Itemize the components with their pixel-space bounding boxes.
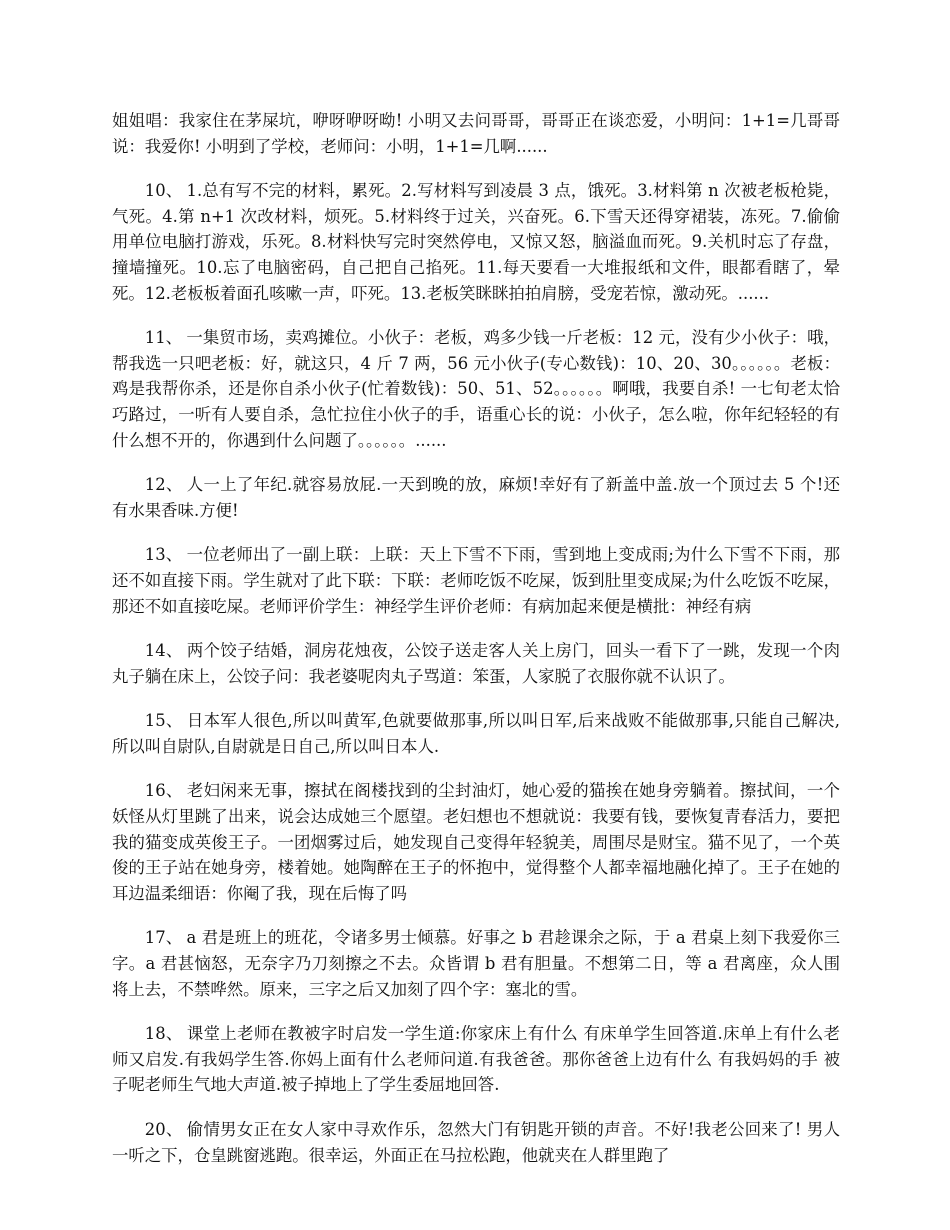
- paragraph-text: a 君是班上的班花，令诸多男士倾慕。好事之 b 君趁课余之际，于 a 君桌上刻下我爱你三字。a 君甚恼怒，无奈字乃刀刻擦之不去。众皆谓 b 君有胆量。不想第二日，等 a 君离座，众人围将上去，不禁哗然。原来，三字之后又加刻了四个字：塞北的雪。: [112, 928, 840, 999]
- paragraph-number: 13、: [144, 545, 183, 565]
- joke-paragraph-17: [112, 925, 840, 1002]
- paragraph-number: 12、: [144, 475, 183, 495]
- joke-paragraph-18: [112, 1021, 840, 1098]
- paragraph-text: 课堂上老师在教被字时启发一学生道:你家床上有什么 有床单学生回答道.床单上有什么老师又启发.有我妈学生答.你妈上面有什么老师问道.有我爸爸。那你爸爸上边有什么 有我妈妈的手 被子呢老师生气地大声道.被子掉地上了学生委屈地回答.: [112, 1024, 840, 1095]
- paragraph-text: 1.总有写不完的材料，累死。2.写材料写到凌晨 3 点，饿死。3.材料第 n 次被老板枪毙，气死。4.第 n+1 次改材料，烦死。5.材料终于过关，兴奋死。6.下雪天还得穿裙装，冻死。7.偷偷用单位电脑打游戏，乐死。8.材料快写完时突然停电，又惊又怒，脑溢血而死。9.关机时忘了存盘，撞墙撞死。10.忘了电脑密码，自己把自己掐死。11.每天要看一大堆报纸和文件，眼都看瞎了，晕死。12.老板板着面孔咳嗽一声，吓死。13.老板笑眯眯拍拍肩膀，受宠若惊，激动死。......: [112, 181, 840, 303]
- paragraph-continued: [112, 108, 840, 159]
- joke-paragraph-10: [112, 178, 840, 306]
- document-page: [112, 108, 840, 1187]
- joke-paragraph-16: [112, 778, 840, 906]
- paragraph-number: 20、: [144, 1120, 183, 1139]
- paragraph-text: 老妇闲来无事，擦拭在阁楼找到的尘封油灯，她心爱的猫挨在她身旁躺着。擦拭间，一个妖怪从灯里跳了出来，说会达成她三个愿望。老妇想也不想就说：我要有钱，要恢复青春活力，要把我的猫变成英俊王子。一团烟雾过后，她发现自己变得年轻貌美，周围尽是财宝。猫不见了，一个英俊的王子站在她身旁，楼着她。她陶醉在王子的怀抱中，觉得整个人都幸福地融化掉了。王子在她的耳边温柔细语：你阉了我，现在后悔了吗: [112, 781, 841, 903]
- paragraph-text: 日本军人很色,所以叫黄军,色就要做那事,所以叫日军,后来战败不能做那事,只能自己解决,所以叫自尉队,自尉就是日自己,所以叫日本人.: [112, 711, 840, 756]
- paragraph-number: 17、: [144, 928, 183, 948]
- paragraph-number: 14、: [144, 641, 183, 661]
- joke-paragraph-15: [112, 708, 840, 759]
- paragraph-text: 人一上了年纪.就容易放屁.一天到晚的放，麻烦!幸好有了新盖中盖.放一个顶过去 5 个!还有水果香味.方便!: [112, 475, 840, 520]
- paragraph-number: 11、: [144, 328, 183, 348]
- paragraph-number: 10、: [144, 181, 183, 201]
- joke-paragraph-11: [112, 325, 840, 453]
- joke-paragraph-13: [112, 542, 840, 619]
- joke-paragraph-12: [112, 472, 840, 523]
- paragraph-number: 16、: [144, 781, 183, 801]
- paragraph-text: 一位老师出了一副上联：上联：天上下雪不下雨，雪到地上变成雨;为什么下雪不下雨，那还不如直接下雨。学生就对了此下联：下联：老师吃饭不吃屎，饭到肚里变成屎;为什么吃饭不吃屎，那还不如直接吃屎。老师评价学生：神经学生评价老师：有病加起来便是横批：神经有病: [112, 545, 840, 616]
- joke-paragraph-20: [112, 1117, 840, 1168]
- paragraph-text: 两个饺子结婚，洞房花烛夜，公饺子送走客人关上房门，回头一看下了一跳，发现一个肉丸子躺在床上，公饺子问：我老婆呢肉丸子骂道：笨蛋，人家脱了衣服你就不认识了。: [112, 641, 841, 686]
- paragraph-text: 一集贸市场，卖鸡摊位。小伙子：老板，鸡多少钱一斤老板：12 元，没有少小伙子：哦，帮我选一只吧老板：好，就这只，4 斤 7 两，56 元小伙子(专心数钱)：10、20、30。。。。。。老板：鸡是我帮你杀，还是你自杀小伙子(忙着数钱)：50、51、52。。。。。。啊哦，我要自杀! 一七旬老太恰巧路过，一听有人要自杀，急忙拉住小伙子的手，语重心长的说：小伙子，怎么啦，你年纪轻轻的有什么想不开的，你遇到什么问题了。。。。。。......: [112, 328, 840, 450]
- paragraph-number: 18、: [144, 1024, 183, 1044]
- paragraph-text: 偷情男女正在女人家中寻欢作乐，忽然大门有钥匙开锁的声音。不好!我老公回来了! 男人一听之下，仓皇跳窗逃跑。很幸运，外面正在马拉松跑，他就夹在人群里跑了: [112, 1120, 840, 1165]
- paragraph-number: 15、: [144, 711, 183, 731]
- joke-paragraph-14: [112, 638, 840, 689]
- paragraph-text: 姐姐唱：我家住在茅屎坑，咿呀咿呀呦! 小明又去问哥哥，哥哥正在谈恋爱，小明问：1+1=几哥哥说：我爱你! 小明到了学校，老师问：小明，1+1=几啊......: [112, 111, 840, 156]
